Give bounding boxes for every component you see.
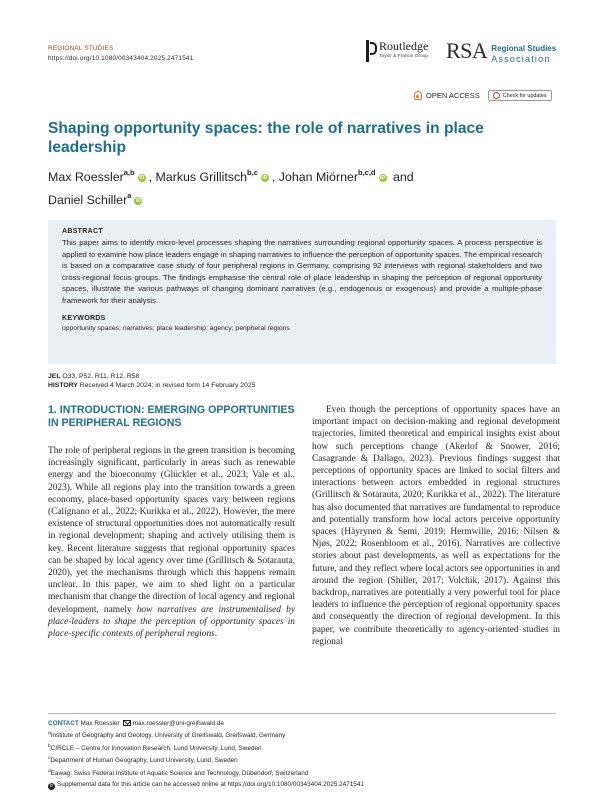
author-affiliation-sup: a — [127, 191, 132, 201]
open-access-label: OPEN ACCESS — [426, 91, 480, 100]
footnotes — [48, 719, 568, 790]
affiliation-item — [48, 742, 568, 755]
contact-label: CONTACT — [48, 720, 79, 727]
affiliation-item — [48, 754, 568, 767]
contact-row — [48, 719, 568, 729]
affiliation-text: Department of Human Geography, Lund University, Lund, Sweden — [50, 757, 238, 765]
history-text: Received 4 March 2024; in revised form 14 February 2025 — [79, 382, 256, 389]
check-updates-label: Check for updates — [502, 92, 547, 99]
abstract-heading: ABSTRACT — [62, 228, 103, 235]
envelope-icon — [123, 720, 131, 726]
left-column — [48, 404, 295, 640]
affiliation-text: CIRCLE – Centre for Innovation Research, Lund University, Lund, Sweden — [50, 745, 262, 753]
affiliation-sup: c — [48, 756, 51, 762]
article-title: Shaping opportunity spaces: the role of narratives in place leadership — [48, 120, 484, 156]
jel-codes: O33, P52, R11, R12, R58 — [62, 373, 140, 380]
abstract-box — [48, 220, 556, 364]
orcid-icon[interactable]: iD — [380, 175, 385, 182]
abstract-text: This paper aims to identify micro-level processes shaping the narratives surrounding regional opportunity spaces. A process perspective is applied to examine how place leaders engage in shaping narratives to influence the perception of opportunity spaces. The empirical research is based on a comparative case study of four peripheral regions in Germany, comprising 92 interviews with regional stakeholders and two cross-regional focus groups. The findings emphasise the central role of place leadership in shaping the perception of regional opportunity spaces, illustrate the various pathways of changing dominant narratives (e.g., endogenous or exogenous) and provide a multiple-phase framework for their analysis. — [62, 238, 542, 305]
routledge-logo[interactable] — [366, 40, 428, 62]
orcid-icon[interactable]: iD — [135, 198, 141, 205]
rsa-line-1: Regional Studies — [491, 44, 557, 53]
routledge-r-icon — [366, 40, 374, 62]
body-paragraph — [48, 445, 295, 640]
rsa-monogram: RSA — [446, 38, 488, 63]
author-affiliation-sup: b,c — [247, 168, 258, 177]
supplemental-link[interactable]: Supplemental data for this article can be accessed online at https://doi.org/10.1080/00343404.2025.2471541 — [57, 780, 364, 788]
affiliation-sup: b — [48, 743, 51, 749]
open-lock-icon — [414, 91, 422, 100]
orcid-icon[interactable]: iD — [262, 175, 268, 182]
paragraph-end: . — [214, 629, 218, 640]
affiliation-text: Eawag: Swiss Federal Institute of Aquatic Science and Technology, Dübendorf, Switzerland — [50, 770, 309, 778]
supplemental-row — [48, 780, 568, 790]
rsa-logo[interactable] — [446, 40, 556, 65]
supplemental-icon: b — [48, 783, 55, 790]
author-list: Max Roessler$^{a,b}$iD , Markus Grillitsch$^{b,c}$iD , Johan Miörner$^{b,c,d}$iD and Daniel Schiller$^a$iD — [48, 168, 414, 208]
author-name[interactable]: Daniel Schiller — [48, 193, 128, 208]
rsa-line-2: Association — [491, 54, 551, 64]
jel-row — [48, 372, 255, 381]
paragraph-text: The role of peripheral regions in the green transition is becoming increasingly significant, particularly in areas such as renewable energy and the bioeconomy (Glückler et al., 2023; Vale et al., 2023). While all regions play into the transition towards a green economy, place-based opportunity spaces vary between regions (Calignano et al., 2022; Kurikka et al., 2022). However, the mere existence of structural opportunities does not automatically result in regional development; shaping and actively utilising them is key. Recent literature suggests that regional opportunity spaces can be shaped by local agency over time (Grillitsch & Sotarauta, 2020), yet the mechanisms through which this happens remain unclear. In this paper, we aim to shed light on a particular mechanism that change the direction of local agency and regional development, namely — [48, 446, 295, 615]
affiliation-sup: a — [48, 731, 51, 737]
paragraph-italic-text: how narratives are instrumentalised by place-leaders to shape the perception of opportunity spaces in place-specific contexts of peripheral regions — [48, 604, 295, 640]
orcid-icon[interactable]: iD — [139, 175, 145, 182]
check-updates-icon — [493, 92, 500, 99]
routledge-subtitle: Taylor & Francis Group — [379, 54, 429, 59]
affiliation-item — [48, 767, 568, 780]
and-connector: and — [392, 170, 414, 185]
history-label: HISTORY — [48, 382, 78, 389]
keywords-list: opportunity spaces; narratives; place leadership; agency; peripheral regions — [62, 325, 290, 332]
body-paragraph: Even though the perceptions of opportunity spaces have an important impact on decision-making and regional development trajectories, limited theoretical and empirical insights exist about how such perceptions change (Akerlof & Snower, 2016; Casagrande & Dallago, 2023). Previous findings suggest that perceptions of opportunity spaces are linked to social filters and interactions between actors embedded in regional structures (Grillitsch & Sotarauta, 2020; Kurikka et al., 2022). The literature has also documented that narratives are fundamental to reproduce and potentially transform how local actors perceive opportunity spaces (Häyrynen & Semi, 2019; Hermwille, 2016; Nilsen & Njøs, 2022; Rosenbloom et al., 2016). Narratives are collective stories about past developments, as well as expectations for the future, and they reflect where local actors see opportunities in and around the region (Shiller, 2017; Volchik, 2017). Against this backdrop, narratives are potentially a very powerful tool for place leaders to influence the perception of regional opportunity spaces and consequently the direction of regional development. In this paper, we contribute theoretically to agency-oriented studies in regional — [312, 405, 560, 647]
author-name[interactable]: Markus Grillitsch — [155, 170, 248, 185]
affiliation-item — [48, 729, 568, 742]
journal-header — [48, 44, 193, 64]
footnote-divider — [48, 713, 556, 714]
section-heading: 1. INTRODUCTION: EMERGING OPPORTUNITIES IN PERIPHERAL REGIONS — [48, 404, 295, 429]
right-column — [312, 404, 560, 648]
author-name[interactable]: Johan Miörner — [278, 170, 358, 185]
author-affiliation-sup: a,b — [123, 168, 135, 177]
history-row — [48, 381, 255, 390]
affiliation-sup: d — [48, 769, 51, 774]
affiliation-text: Institute of Geography and Geology, University of Greifswald, Greifswald, Germany — [50, 732, 286, 740]
check-for-updates-button[interactable] — [488, 90, 552, 101]
routledge-name: Routledge — [379, 39, 429, 53]
jel-label: JEL — [48, 373, 61, 380]
keywords-heading: KEYWORDS — [62, 315, 106, 322]
open-access-bar — [414, 90, 552, 101]
author-affiliation-sup: b,c,d — [357, 168, 376, 177]
article-meta — [48, 372, 255, 390]
contact-name: Max Roessler — [80, 720, 120, 727]
contact-email-link[interactable]: max.roessler@uni-greifswald.de — [132, 720, 225, 727]
author-name[interactable]: Max Roessler — [48, 170, 124, 185]
journal-name: REGIONAL STUDIES — [48, 45, 114, 52]
article-doi-link[interactable]: https://doi.org/10.1080/00343404.2025.2471541 — [48, 55, 194, 62]
